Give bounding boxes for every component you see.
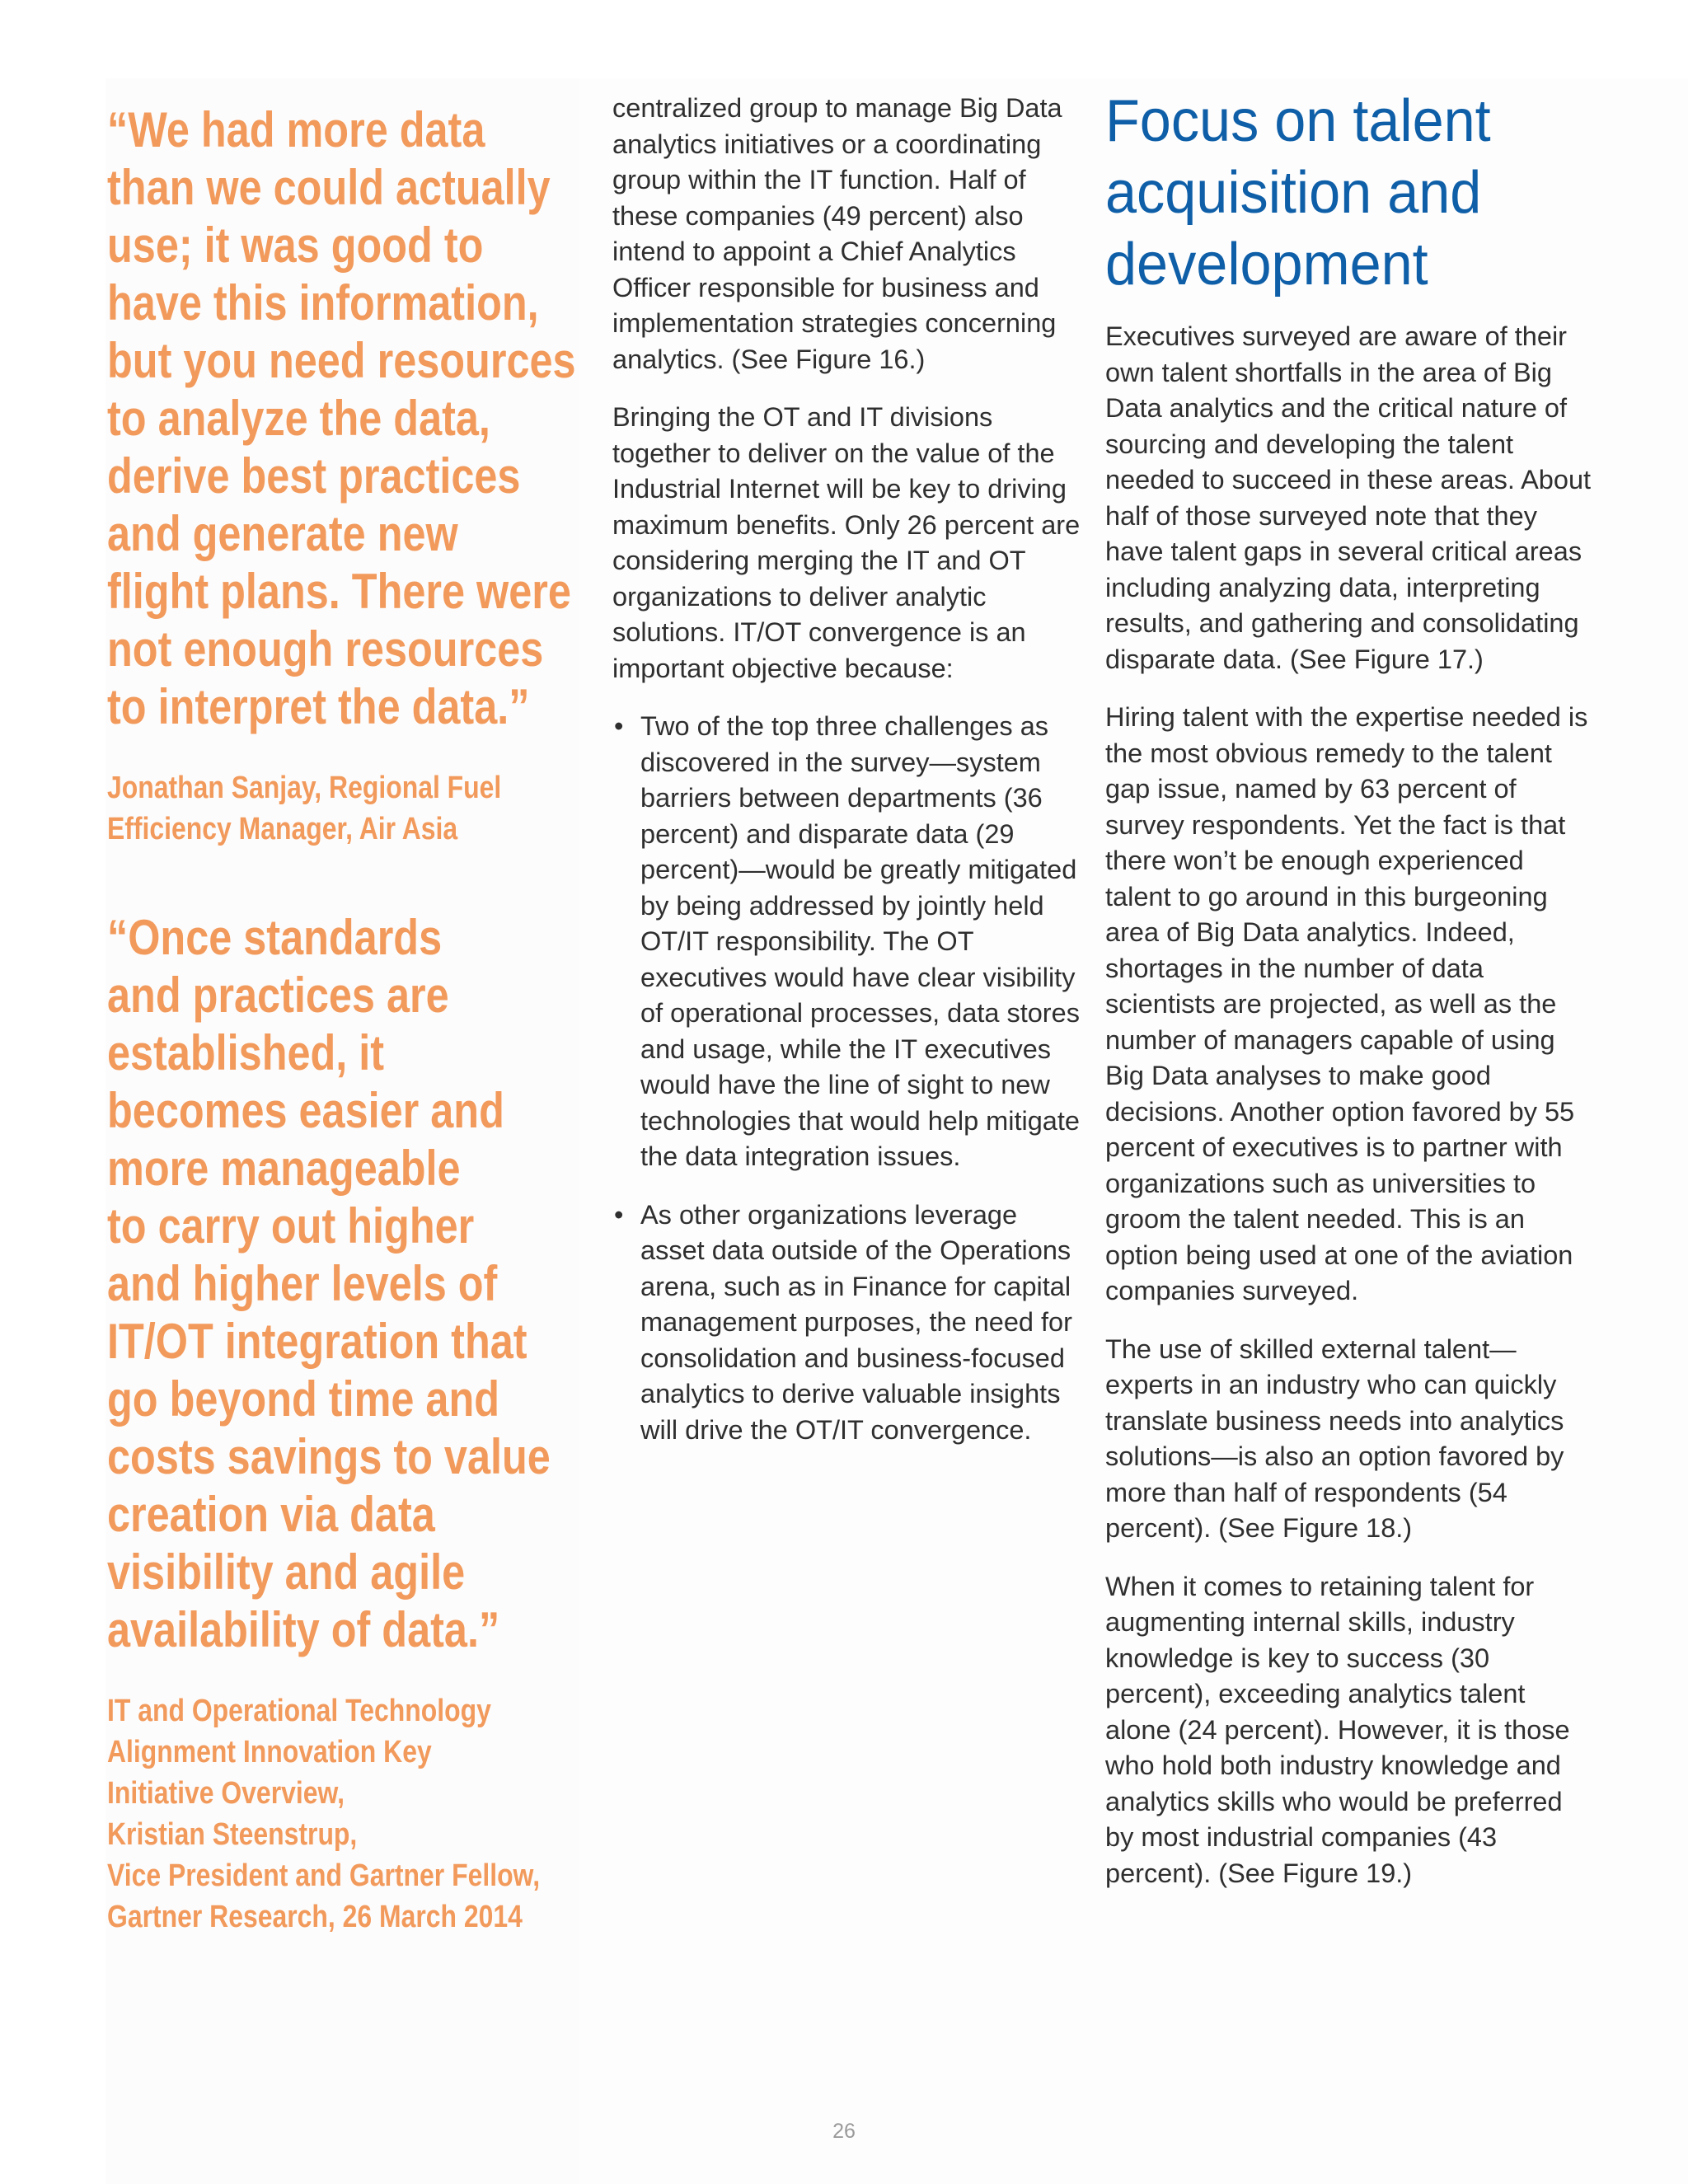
body-paragraph: centralized group to manage Big Data analytics initiatives or a coordinating group within the IT function. Half of these companies (49 percent) also intend to appoint a Chief Analytics Officer responsible for business and implementation strategies concerning analytics. (See Figure 16.) (612, 93, 1062, 374)
list-item (612, 1197, 1082, 1449)
pull-quote-1 (107, 87, 592, 865)
pull-quote-2 (107, 894, 592, 1952)
bullet-list (612, 709, 1082, 1448)
list-item-text: As other organizations leverage asset data outside of the Operations arena, such as in Finance for capital management purposes, the need for consolidation and business-focused analytics to derive valuable insights will drive the OT/IT convergence. (640, 1199, 1072, 1445)
bullet-icon: • (614, 711, 624, 741)
body-paragraph: Bringing the OT and IT divisions together to deliver on the value of the Industrial Internet will be key to driving maximum benefits. Only 26 percent are considering merging the IT and OT organizations to deliver analytic solutions. IT/OT convergence is an important objective because: (612, 402, 1081, 683)
body-paragraph: When it comes to retaining talent for augmenting internal skills, industry knowledge is key to success (30 percent), exceeding analytics talent alone (24 percent). However, it is those who hold both industry knowledge and analytics skills who would be preferred by most industrial companies (43 percent). (See Figure 19.) (1105, 1571, 1570, 1888)
page-number: 26 (832, 2120, 856, 2143)
pull-quote-2-attribution: IT and Operational Technology Alignment Innovation Key Initiative Overview, Kristian Steenstrup, Vice President and Gartner Fellow, Gartner Research, 26 March 2014 (107, 1694, 541, 1934)
bullet-icon: • (614, 1199, 624, 1230)
list-item (612, 709, 1082, 1175)
middle-column (612, 91, 1082, 1470)
pull-quote-1-attribution: Jonathan Sanjay, Regional Fuel Efficiency Manager, Air Asia (107, 771, 502, 846)
right-column (1105, 88, 1592, 1914)
pull-quote-2-text: “Once standards and practices are established, it becomes easier and more manageable to carry out higher and higher levels of IT/OT integration that go beyond time and costs savings to value creation via data visibility and agile availability of data.” (107, 910, 551, 1657)
body-paragraph: Hiring talent with the expertise needed is the most obvious remedy to the talent gap issue, named by 63 percent of survey respondents. Yet the fact is that there won’t be enough experienced talent to go around in this burgeoning area of Big Data analytics. Indeed, shortages in the number of data scientists are projected, as well as the number of managers capable of using Big Data analyses to make good decisions. Another option favored by 55 percent of executives is to partner with organizations such as universities to groom the talent needed. This is an option being used at one of the aviation companies surveyed. (1105, 702, 1588, 1305)
body-paragraph: Executives surveyed are aware of their own talent shortfalls in the area of Big Data analytics and the critical nature of sourcing and developing the talent needed to succeed in these areas. About half of those surveyed note that they have talent gaps in several critical areas including analyzing data, interpreting results, and gathering and consolidating disparate data. (See Figure 17.) (1105, 321, 1592, 674)
body-paragraph: The use of skilled external talent—experts in an industry who can quickly translate business needs into analytics solutions—is also an option favored by more than half of respondents (54 percent). (See Figure 18.) (1105, 1333, 1564, 1543)
list-item-text: Two of the top three challenges as discovered in the survey—system barriers between departments (36 percent) and disparate data (29 percent)—would be greatly mitigated by being addressed by jointly held OT/IT responsibility. The OT executives would have clear visibility of operational processes, data stores and usage, while the IT executives would have the line of sight to new technologies that would help mitigate the data integration issues. (640, 711, 1080, 1171)
pull-quote-1-text: “We had more data than we could actually use; it was good to have this information, but you need resources to analyze the data, derive best practices and generate new flight plans. There were not enough resources to interpret the data.” (107, 102, 576, 734)
section-heading: Focus on talent acquisition and development (1105, 88, 1491, 298)
